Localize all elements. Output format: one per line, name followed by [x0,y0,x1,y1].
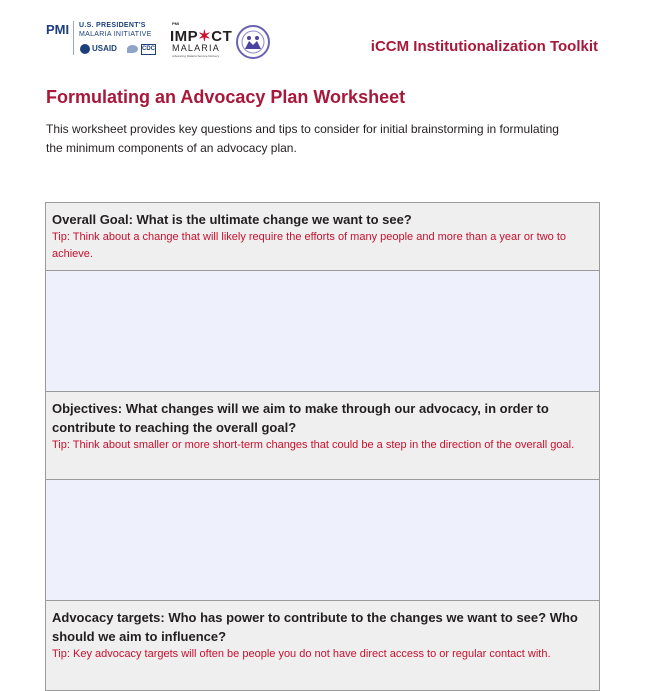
targets-question: Advocacy targets: Who has power to contribute to the changes we want to see? Who should we aim to influence? [52,610,578,644]
page-header [0,0,658,76]
targets-question-row [46,601,599,691]
intro-text: This worksheet provides key questions and tips to consider for initial brainstorming in formulating the minimum components of an advocacy plan. [46,122,559,155]
impact-star-icon: ✶ [198,28,212,45]
goal-tip: Tip: Think about a change that will likely require the efforts of many people and more than a year or two to achieve. [52,231,567,260]
toolkit-title: iCCM Institutionalization Toolkit [370,38,598,55]
objectives-question: Objectives: What changes will we aim to make through our advocacy, in order to contribute to reaching the overall goal? [52,401,549,435]
objectives-question-row [46,392,599,480]
usaid-seal-icon [80,44,90,54]
goal-answer-field[interactable] [46,271,599,392]
impact-logo-part-b: CT [211,28,233,45]
cdc-logo: CDC [141,44,156,55]
logo-divider [73,21,74,55]
impact-logo-pmi: PMI [172,21,180,26]
impact-logo-subtitle: MALARIA [172,43,220,53]
hhs-eagle-icon [127,45,138,53]
targets-tip: Tip: Key advocacy targets will often be people you do not have direct access to or regular contact with. [52,648,551,660]
impact-logo-part-a: IMP [170,28,199,45]
impact-logo-tagline: Advancing Malaria Service Delivery [172,54,220,58]
page-title: Formulating an Advocacy Plan Worksheet [46,87,406,107]
objectives-answer-field[interactable] [46,480,599,601]
worksheet-table [45,202,600,691]
pmi-logo-line1: U.S. PRESIDENT'S [79,22,146,29]
pmi-logo: PMI [46,22,70,37]
community-health-badge-icon [236,25,270,59]
goal-question-row [46,203,599,271]
goal-question: Overall Goal: What is the ultimate change we want to see? [52,212,412,227]
usaid-logo: USAID [92,44,117,53]
pmi-logo-line2: MALARIA INITIATIVE [79,31,152,38]
objectives-tip: Tip: Think about smaller or more short-term changes that could be a step in the direction of the overall goal. [52,439,575,451]
